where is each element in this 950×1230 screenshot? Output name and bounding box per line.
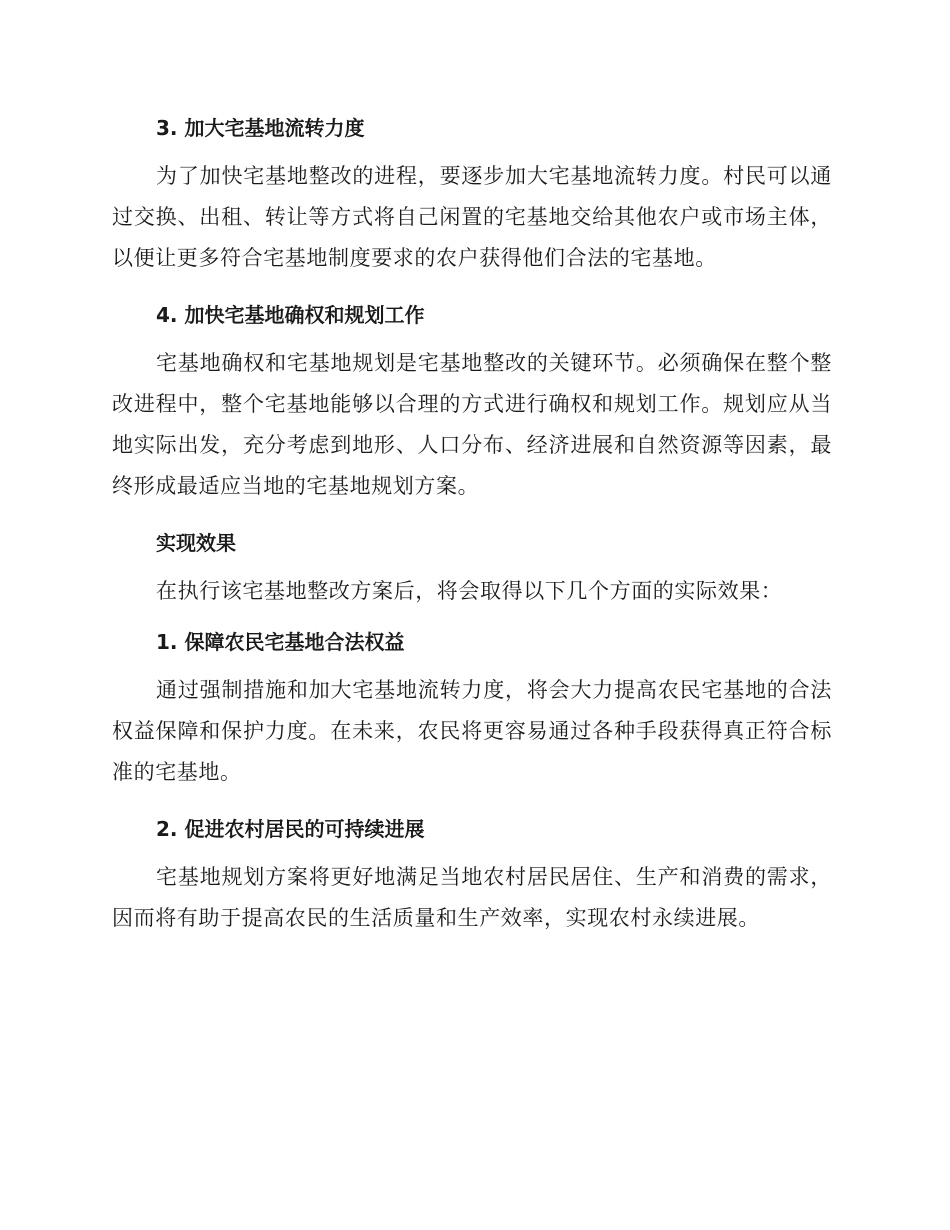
heading-results: 实现效果 bbox=[156, 531, 236, 555]
heading-expand-transfer: 3. 加大宅基地流转力度 bbox=[156, 116, 365, 140]
para-results-intro: 在执行该宅基地整改方案后，将会取得以下几个方面的实际效果： bbox=[156, 579, 783, 603]
para-protect-rights: 通过强制措施和加大宅基地流转力度，将会大力提高农民宅基地的合法权益保障和保护力度。在未来，农民将更容易通过各种手段获得真正符合标准的宅基地。 bbox=[112, 678, 832, 784]
heading-protect-rights: 1. 保障农民宅基地合法权益 bbox=[156, 630, 405, 654]
para-confirm-planning: 宅基地确权和宅基地规划是宅基地整改的关键环节。必须确保在整个整改进程中，整个宅基地能够以合理的方式进行确权和规划工作。规划应从当地实际出发，充分考虑到地形、人口分布、经济进展和自然资源等因素，最终形成最适应当地的宅基地规划方案。 bbox=[112, 351, 832, 498]
heading-confirm-planning: 4. 加快宅基地确权和规划工作 bbox=[156, 303, 425, 327]
heading-sustainable: 2. 促进农村居民的可持续进展 bbox=[156, 817, 425, 841]
para-expand-transfer: 为了加快宅基地整改的进程，要逐步加大宅基地流转力度。村民可以通过交换、出租、转让等方式将自己闲置的宅基地交给其他农户或市场主体，以便让更多符合宅基地制度要求的农户获得他们合法的宅基地。 bbox=[112, 164, 832, 270]
para-sustainable: 宅基地规划方案将更好地满足当地农村居民居住、生产和消费的需求，因而将有助于提高农民的生活质量和生产效率，实现农村永续进展。 bbox=[112, 865, 832, 930]
